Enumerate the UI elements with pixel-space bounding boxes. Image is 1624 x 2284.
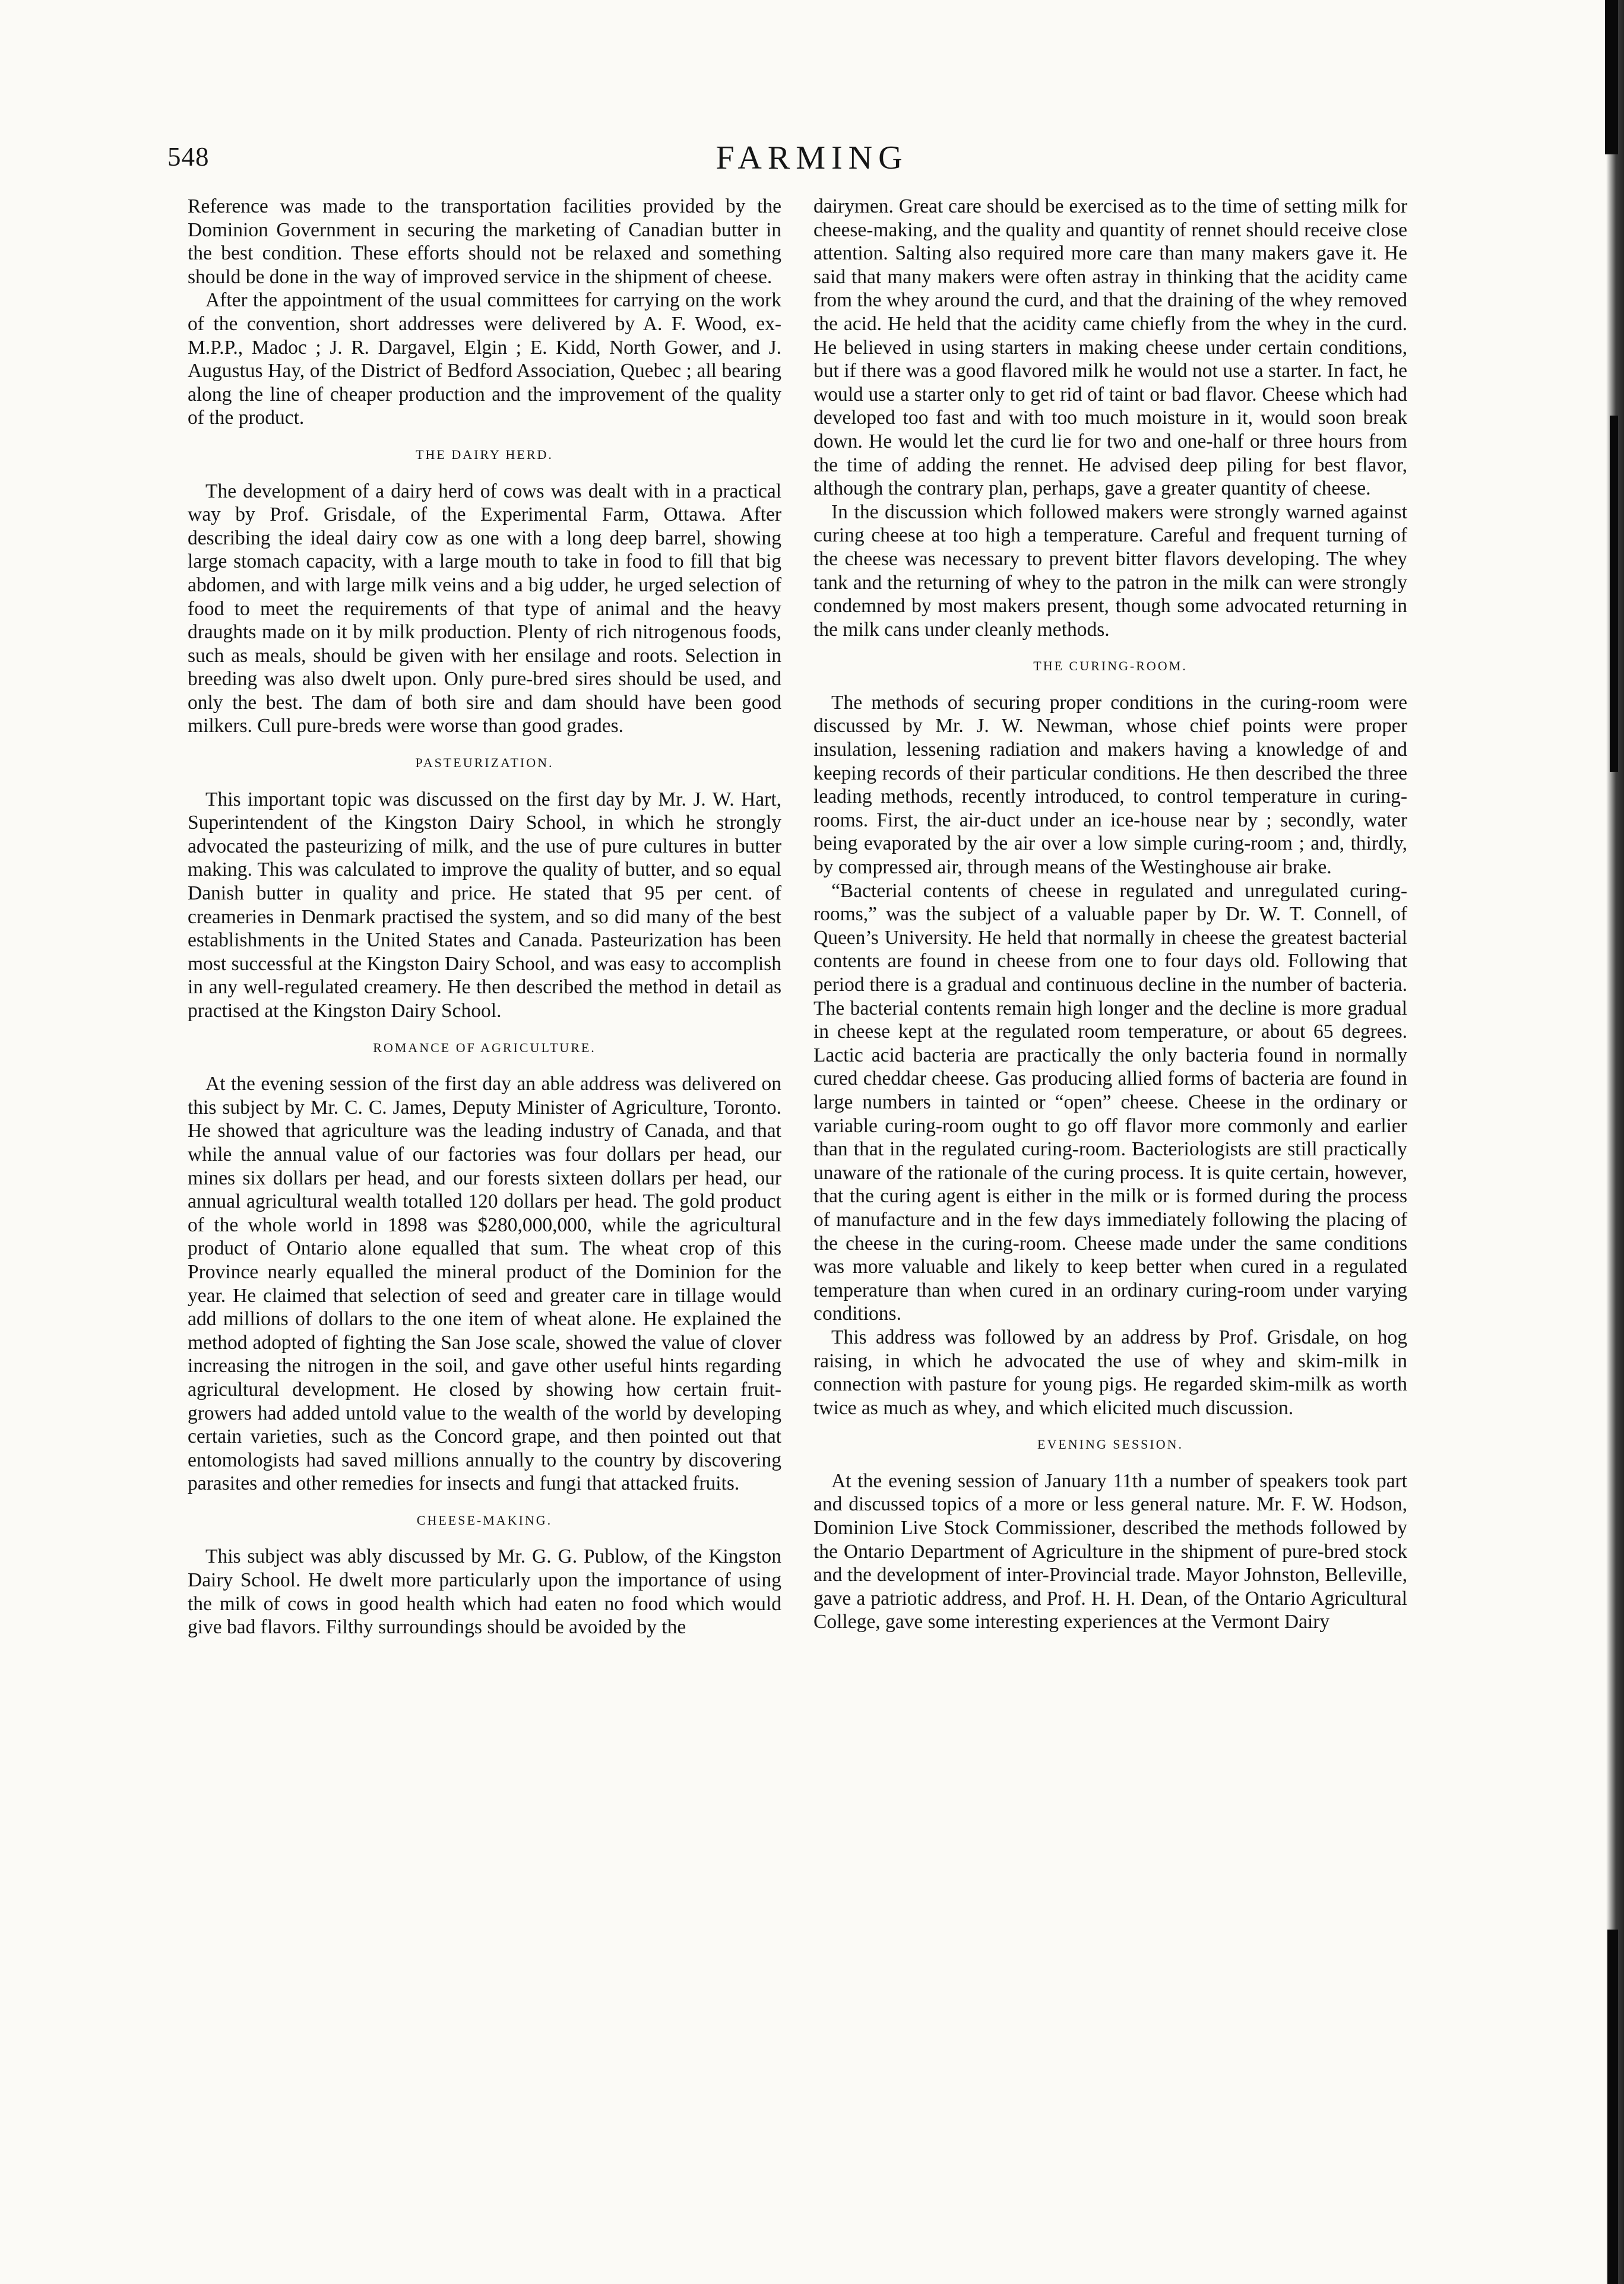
right-column bbox=[813, 195, 1407, 1634]
paragraph-pasteurization: This important topic was discussed on the first day by Mr. J. W. Hart, Superintendent of the Kingston Dairy School, in which he strongly advocated the pasteurizing of milk, and the use of pure cultures in butter making. This was calculated to improve the quality of butter, and so equal Danish butter in quality and price. He stated that 95 per cent. of creameries in Denmark practised the system, and so did many of the best establishments in the United States and Canada. Pasteurization has been most successful at the Kingston Dairy School, and was easy to accomplish in any well-regulated creamery. He then described the method in detail as practised at the Kingston Dairy School. bbox=[188, 788, 781, 1022]
paragraph-cheese-making: This subject was ably discussed by Mr. G. G. Publow, of the Kingston Dairy School. He dwelt more particularly upon the importance of using the milk of cows in good health which had eaten no food which would give bad flavors. Filthy surroundings should be avoided by the bbox=[188, 1545, 781, 1639]
section-heading-dairy-herd: THE DAIRY HERD. bbox=[416, 446, 553, 462]
paragraph-curing-room: The methods of securing proper conditions in the curing-room were discussed by Mr. J. W. Newman, whose chief points were proper insulation, lessening radiation and makers having a knowledge of and keeping records of their particular conditions. He then described the three leading methods, recently introduced, to control temperature in curing-rooms. First, the air-duct under an ice-house near by ; secondly, water being evaporated by the air over a low simple curing-room ; and, thirdly, by compressed air, through means of the Westinghouse air brake. bbox=[813, 691, 1407, 879]
section-heading-pasteurization: PASTEURIZATION. bbox=[415, 755, 554, 771]
scan-edge-mark bbox=[1610, 416, 1618, 772]
paragraph-committees: After the appointment of the usual committees for carrying on the work of the convention, short addresses were delivered by A. F. Wood, ex-M.P.P., Madoc ; J. R. Dargavel, Elgin ; E. Kidd, North Gower, and J. Augustus Hay, of the District of Bedford Association, Quebec ; all bearing along the line of cheaper production and the improvement of the quality of the product. bbox=[188, 289, 781, 429]
paragraph-discussion: In the discussion which followed makers were strongly warned against curing cheese at too high a temperature. Careful and frequent turning of the cheese was necessary to prevent bitter flavors developing. The whey tank and the returning of whey to the patron in the milk can were strongly condemned by most makers present, though some advocated returning in the milk cans under cleanly methods. bbox=[813, 500, 1407, 641]
paragraph-hog-raising: This address was followed by an address by Prof. Grisdale, on hog raising, in which he advocated the use of whey and skim-milk in connection with pasture for young pigs. He regarded skim-milk as worth twice as much as whey, and which elicited much discussion. bbox=[813, 1326, 1407, 1419]
scan-edge-mark bbox=[1605, 0, 1618, 154]
section-heading-romance-of-agriculture: ROMANCE OF AGRICULTURE. bbox=[373, 1040, 596, 1055]
paragraph-cheese-making-cont: dairymen. Great care should be exercised as to the time of setting milk for cheese-making, and the quality and quantity of rennet should receive close attention. Salting also required more care than many makers gave it. He said that many makers were often astray in thinking that the acidity came from the whey around the curd, and that the draining of the whey removed the acid. He held that the acidity came chiefly from the whey in the curd. He believed in using starters in making cheese under certain conditions, but if there was a good flavored milk he would not use a starter. In fact, he would use a starter only to get rid of taint or bad flavor. Cheese which had developed too fast and with too much moisture in it, would soon break down. He would let the curd lie for two and one-half or three hours from the time of adding the rennet. He advised deep piling for best flavor, although the contrary plan, perhaps, gave a greater quantity of cheese. bbox=[813, 195, 1407, 500]
left-column bbox=[188, 195, 781, 1639]
page-number: 548 bbox=[167, 142, 210, 172]
running-title: FARMING bbox=[716, 140, 908, 176]
paragraph-evening-session: At the evening session of January 11th a number of speakers took part and discussed topics of a more or less general nature. Mr. F. W. Hodson, Dominion Live Stock Commissioner, described the methods followed by the Ontario Department of Agriculture in the shipment of pure-bred stock and the development of inter-Provincial trade. Mayor Johnston, Belleville, gave a patriotic address, and Prof. H. H. Dean, of the Ontario Agricultural College, gave some interesting experiences at the Vermont Dairy bbox=[813, 1469, 1407, 1633]
section-heading-cheese-making: CHEESE-MAKING. bbox=[416, 1512, 553, 1528]
paragraph-romance-of-agriculture: At the evening session of the first day an able address was delivered on this subject by Mr. C. C. James, Deputy Minister of Agriculture, Toronto. He showed that agriculture was the leading industry of Canada, and that while the annual value of our factories was four dollars per head, our mines six dollars per head, and our forests sixteen dollars per head, our annual agricultural wealth totalled 120 dollars per head. The gold product of the whole world in 1898 was $280,000,000, while the agricultural product of Ontario alone equalled that sum. The wheat crop of this Province nearly equalled the mineral product of the Dominion for the year. He claimed that selection of seed and greater care in tillage would add millions of dollars to the one item of wheat alone. He explained the method adopted of fighting the San Jose scale, showed the value of clover increasing the nitrogen in the soil, and gave other useful hints regarding agricultural development. He closed by showing how certain fruit-growers had added untold value to the wealth of the world by developing certain varieties, such as the Concord grape, and then pointed out that entomologists had saved millions annually to the country by discovering parasites and other remedies for insects and fungi that attacked fruits. bbox=[188, 1073, 781, 1495]
paragraph-dairy-herd: The development of a dairy herd of cows was dealt with in a practical way by Prof. Grisdale, of the Experimental Farm, Ottawa. After describing the ideal dairy cow as one with a long deep barrel, showing large stomach capacity, with a large mouth to take in food to fill that big abdomen, and with large milk veins and a big udder, he urged selection of food to meet the requirements of that type of animal and the heavy draughts made on it by milk production. Plenty of rich nitrogenous foods, such as meals, should be given with her ensilage and roots. Selection in breeding was also dwelt upon. Only pure-bred sires should be used, and only the best. The dam of both sire and dam should have been good milkers. Cull pure-breds were worse than good grades. bbox=[188, 480, 781, 737]
section-heading-curing-room: THE CURING-ROOM. bbox=[1033, 658, 1188, 674]
section-heading-evening-session: EVENING SESSION. bbox=[1037, 1437, 1183, 1452]
scan-edge-mark bbox=[1607, 1930, 1618, 2284]
paragraph-bacterial-contents: “Bacterial contents of cheese in regulated and unregulated curing-rooms,” was the subject of a valuable paper by Dr. W. T. Connell, of Queen’s University. He held that normally in cheese the greatest bacterial contents are found in cheese from one to four days old. Following that period there is a gradual and continuous decline in the number of bacteria. The bacterial contents remain high longer and the decline is more gradual in cheese kept at the regulated room temperature, or about 65 degrees. Lactic acid bacteria are practically the only bacteria found in normally cured cheddar cheese. Gas producing allied forms of bacteria are found in large numbers in tainted or “open” cheese. Cheese in the ordinary or variable curing-room ought to go off flavor more commonly and earlier than that in the regulated curing-room. Bacteriologists are still practically unaware of the rationale of the curing process. It is quite certain, however, that the curing agent is either in the milk or is formed during the process of manufacture and in the few days immediately following the placing of the cheese in the curing-room. Cheese made under the same conditions was more valuable and likely to keep better when cured in a regulated temperature than when cured in an ordinary curing-room under varying conditions. bbox=[813, 879, 1407, 1325]
paragraph-transportation: Reference was made to the transportation facilities provided by the Dominion Government in securing the marketing of Canadian butter in the best condition. These efforts should not be relaxed and something should be done in the way of improved service in the shipment of cheese. bbox=[188, 195, 781, 288]
